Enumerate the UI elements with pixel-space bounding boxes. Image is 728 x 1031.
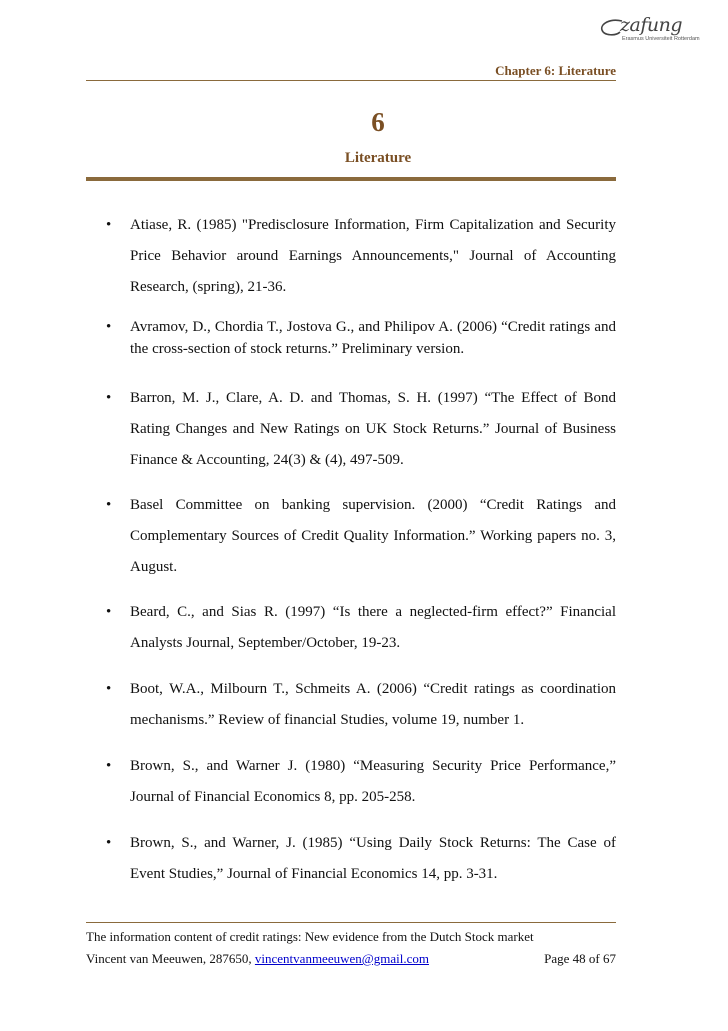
author-email-link[interactable]: vincentvanmeeuwen@gmail.com	[254, 951, 429, 966]
reference-item: • Brown, S., and Warner, J. (1985) “Using Daily Stock Returns: The Case of Event Studies,” Journal of Financial Economics 14, pp. 3-31.	[100, 828, 616, 890]
reference-item: • Avramov, D., Chordia T., Jostova G., and Philipov A. (2006) “Credit ratings and the cross-section of stock returns.” Preliminary version.	[100, 316, 616, 360]
header-divider	[86, 80, 616, 81]
reference-item: • Barron, M. J., Clare, A. D. and Thomas, S. H. (1997) “The Effect of Bond Rating Changes and New Ratings on UK Stock Returns.” Journal of Business Finance & Accounting, 24(3) & (4), 497-509.	[100, 383, 616, 476]
reference-list	[100, 210, 616, 890]
reference-item: • Boot, W.A., Milbourn T., Schmeits A. (2006) “Credit ratings as coordination mechanisms.” Review of financial Studies, volume 19, number 1.	[100, 674, 616, 736]
footer-thesis-title: The information content of credit ratings: New evidence from the Dutch Stock market	[86, 929, 534, 944]
logo-script-text: zafung	[620, 14, 683, 36]
running-header-chapter: Chapter 6: Literature	[495, 63, 616, 78]
reference-item: • Atiase, R. (1985) "Predisclosure Information, Firm Capitalization and Security Price Behavior around Earnings Announcements," Journal of Accounting Research, (spring), 21-36.	[100, 210, 616, 303]
logo-subtitle: Erasmus Universiteit Rotterdam	[622, 36, 700, 42]
title-divider	[86, 177, 616, 181]
reference-item: • Brown, S., and Warner J. (1980) “Measuring Security Price Performance,” Journal of Financial Economics 8, pp. 205-258.	[100, 751, 616, 813]
reference-item: • Basel Committee on banking supervision. (2000) “Credit Ratings and Complementary Sources of Credit Quality Information.” Working papers no. 3, August.	[100, 490, 616, 583]
university-logo	[596, 14, 716, 54]
footer-author-line	[86, 951, 429, 967]
footer-author: Vincent van Meeuwen, 287650,	[86, 951, 255, 966]
chapter-title: Literature	[344, 150, 412, 166]
footer-divider	[86, 922, 616, 923]
reference-item: • Beard, C., and Sias R. (1997) “Is there a neglected-firm effect?” Financial Analysts Journal, September/October, 19-23.	[100, 597, 616, 659]
chapter-number: 6	[371, 107, 385, 137]
page-number: Page 48 of 67	[544, 951, 616, 966]
